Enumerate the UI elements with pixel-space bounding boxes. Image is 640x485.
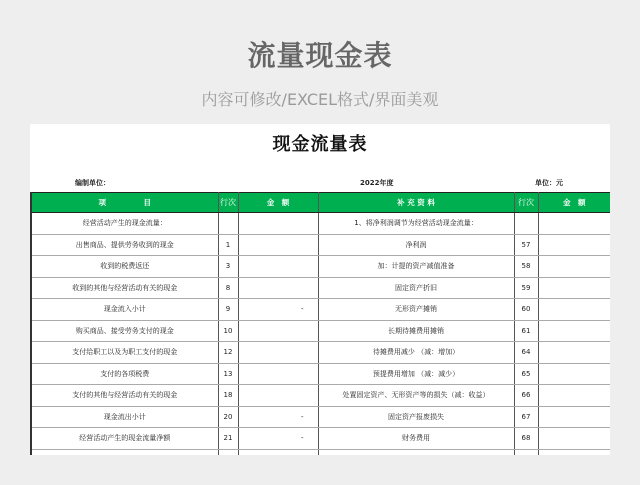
cell-amount-right[interactable] <box>538 234 610 256</box>
cell-seq[interactable]: 9 <box>218 299 238 321</box>
cell-amount-right[interactable] <box>538 213 610 235</box>
cell-amount[interactable] <box>238 385 318 407</box>
cell-supplement[interactable]: 财务费用 <box>318 428 514 450</box>
cell-amount-right[interactable] <box>538 277 610 299</box>
table-row <box>31 449 610 455</box>
cell-seq[interactable]: 1 <box>218 234 238 256</box>
cell-seq-right[interactable]: 57 <box>514 234 538 256</box>
page-title: 流量现金表 <box>247 39 393 72</box>
cell-seq-right[interactable]: 64 <box>514 342 538 364</box>
cell-seq-right[interactable]: 67 <box>514 406 538 428</box>
cell-seq-right[interactable] <box>514 213 538 235</box>
page-subtitle: 内容可修改/EXCEL格式/界面美观 <box>201 90 439 109</box>
cell-amount[interactable] <box>238 342 318 364</box>
cell-item[interactable]: 出售商品、提供劳务收到的现金 <box>31 234 218 256</box>
table-row <box>31 256 610 278</box>
header-amount-right[interactable]: 金 额 <box>538 193 610 213</box>
cell-item[interactable]: 经营活动产生的现金流量净额 <box>31 428 218 450</box>
cell-seq-right[interactable]: 68 <box>514 428 538 450</box>
cell-item[interactable]: 收到的税费返还 <box>31 256 218 278</box>
table-row <box>31 234 610 256</box>
table-row <box>31 299 610 321</box>
table-row <box>31 363 610 385</box>
header-amount-left[interactable]: 金 额 <box>238 193 318 213</box>
cell-amount-right[interactable] <box>538 428 610 450</box>
cell-amount-right[interactable] <box>538 363 610 385</box>
cell-supplement[interactable]: 待摊费用减少 （减：增加） <box>318 342 514 364</box>
cell-item[interactable]: 支付的各项税费 <box>31 363 218 385</box>
table-row <box>31 385 610 407</box>
sheet-title: 现金流量表 <box>272 134 368 155</box>
cell-supplement[interactable]: 固定资产报废损失 <box>318 406 514 428</box>
cell-seq[interactable] <box>218 213 238 235</box>
cell-seq-right[interactable]: 58 <box>514 256 538 278</box>
cell-seq-right[interactable]: 65 <box>514 363 538 385</box>
cell-item[interactable]: 支付给职工以及为职工支付的现金 <box>31 342 218 364</box>
cell-amount-right[interactable] <box>538 320 610 342</box>
cell-seq-right[interactable]: 60 <box>514 299 538 321</box>
compiling-unit-label: 编制单位： <box>75 179 110 187</box>
cell-seq[interactable]: 13 <box>218 363 238 385</box>
fiscal-year-label: 2022年度 <box>360 179 394 187</box>
header-supplement[interactable]: 补 充 资 料 <box>318 193 514 213</box>
header-seq-left[interactable]: 行次 <box>218 193 238 213</box>
cell-item[interactable]: 经营活动产生的现金流量： <box>31 213 218 235</box>
cell-seq[interactable]: 21 <box>218 428 238 450</box>
cell-amount[interactable] <box>238 213 318 235</box>
cell-amount[interactable] <box>238 449 318 455</box>
cell-amount[interactable] <box>238 363 318 385</box>
table-row <box>31 320 610 342</box>
cell-seq[interactable]: 10 <box>218 320 238 342</box>
cell-seq-right[interactable]: 61 <box>514 320 538 342</box>
currency-unit-label: 单位：元 <box>535 179 563 187</box>
cell-supplement[interactable] <box>318 449 514 455</box>
cell-supplement[interactable]: 固定资产折旧 <box>318 277 514 299</box>
cell-amount-right[interactable] <box>538 406 610 428</box>
table-row <box>31 277 610 299</box>
cell-amount[interactable] <box>238 256 318 278</box>
cell-supplement[interactable]: 处置固定资产、无形资产等的损失（减：收益） <box>318 385 514 407</box>
cell-supplement[interactable]: 长期待摊费用摊销 <box>318 320 514 342</box>
cell-amount[interactable]: - <box>238 406 318 428</box>
table-row <box>31 213 610 235</box>
cell-amount[interactable] <box>238 320 318 342</box>
cell-supplement[interactable]: 净利润 <box>318 234 514 256</box>
cell-amount[interactable] <box>238 277 318 299</box>
cell-item[interactable]: 现金流出小计 <box>31 406 218 428</box>
header-seq-right[interactable]: 行次 <box>514 193 538 213</box>
cell-amount-right[interactable] <box>538 342 610 364</box>
cell-seq[interactable]: 3 <box>218 256 238 278</box>
cell-amount-right[interactable] <box>538 256 610 278</box>
cell-seq[interactable]: 8 <box>218 277 238 299</box>
cell-seq-right[interactable]: 66 <box>514 385 538 407</box>
cell-item[interactable]: 收到的其他与经营活动有关的现金 <box>31 277 218 299</box>
cell-amount-right[interactable] <box>538 449 610 455</box>
cell-amount[interactable]: - <box>238 299 318 321</box>
cell-amount[interactable] <box>238 234 318 256</box>
table-row <box>31 406 610 428</box>
cell-supplement[interactable]: 1、将净利润调节为经营活动现金流量： <box>318 213 514 235</box>
cell-item[interactable]: 支付的其他与经营活动有关的现金 <box>31 385 218 407</box>
cell-item[interactable]: 现金流入小计 <box>31 299 218 321</box>
header-item[interactable]: 项 目 <box>31 193 218 213</box>
cell-seq-right[interactable] <box>514 449 538 455</box>
cell-seq[interactable]: 12 <box>218 342 238 364</box>
cell-seq[interactable]: 20 <box>218 406 238 428</box>
cell-seq[interactable] <box>218 449 238 455</box>
cell-seq[interactable]: 18 <box>218 385 238 407</box>
cell-item[interactable] <box>31 449 218 455</box>
cell-seq-right[interactable]: 59 <box>514 277 538 299</box>
table-header-row <box>31 193 610 213</box>
spreadsheet-card <box>30 124 610 455</box>
cell-amount-right[interactable] <box>538 299 610 321</box>
table-row <box>31 342 610 364</box>
cell-amount-right[interactable] <box>538 385 610 407</box>
cell-supplement[interactable]: 预提费用增加 （减：减少） <box>318 363 514 385</box>
cell-amount[interactable]: - <box>238 428 318 450</box>
cash-flow-table <box>30 192 610 455</box>
cell-item[interactable]: 购买商品、接受劳务支付的现金 <box>31 320 218 342</box>
cell-supplement[interactable]: 加：计提的资产减值准备 <box>318 256 514 278</box>
cell-supplement[interactable]: 无形资产摊销 <box>318 299 514 321</box>
table-row <box>31 428 610 450</box>
